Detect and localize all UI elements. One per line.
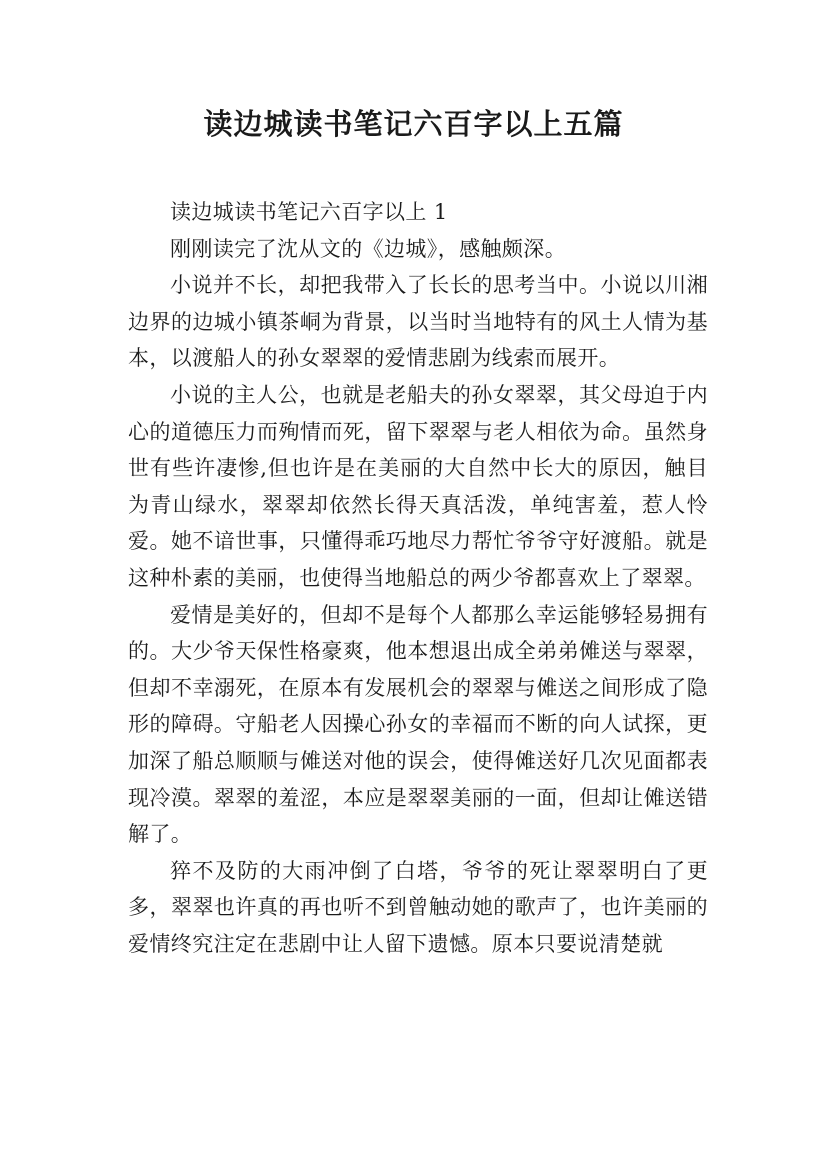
paragraph: 爱情是美好的，但却不是每个人都那么幸运能够轻易拥有的。大少爷天保性格豪爽，他本想退出成全弟弟傩送与翠翠，但却不幸溺死，在原本有发展机会的翠翠与傩送之间形成了隐形的障碍。守船老人因操心孙女的幸福而不断的向人试探，更加深了船总顺顺与傩送对他的误会，使得傩送好几次见面都表现冷漠。翠翠的羞涩，本应是翠翠美丽的一面，但却让傩送错解了。: [128, 602, 708, 847]
paragraph: 小说的主人公，也就是老船夫的孙女翠翠，其父母迫于内心的道德压力而殉情而死，留下翠翠与老人相依为命。虽然身世有些许凄惨,但也许是在美丽的大自然中长大的原因，触目为青山绿水，翠翠却依然长得天真活泼，单纯害羞，惹人怜爱。她不谙世事，只懂得乖巧地尽力帮忙爷爷守好渡船。就是这种朴素的美丽，也使得当地船总的两少爷都喜欢上了翠翠。: [128, 382, 708, 590]
paragraph: 猝不及防的大雨冲倒了白塔，爷爷的死让翠翠明白了更多，翠翠也许真的再也听不到曾触动她的歌声了，也许美丽的爱情终究注定在悲剧中让人留下遗憾。原本只要说清楚就: [128, 858, 708, 956]
section-heading: 读边城读书笔记六百字以上 1: [170, 200, 448, 224]
paragraph: 刚刚读完了沈从文的《边城》，感触颇深。: [170, 236, 567, 261]
paragraph: 小说并不长，却把我带入了长长的思考当中。小说以川湘边界的边城小镇茶峒为背景，以当时当地特有的风土人情为基本，以渡船人的孙女翠翠的爱情悲剧为线索而展开。: [128, 273, 708, 371]
document-body: [128, 194, 708, 962]
document-title: 读边城读书笔记六百字以上五篇: [203, 107, 624, 141]
